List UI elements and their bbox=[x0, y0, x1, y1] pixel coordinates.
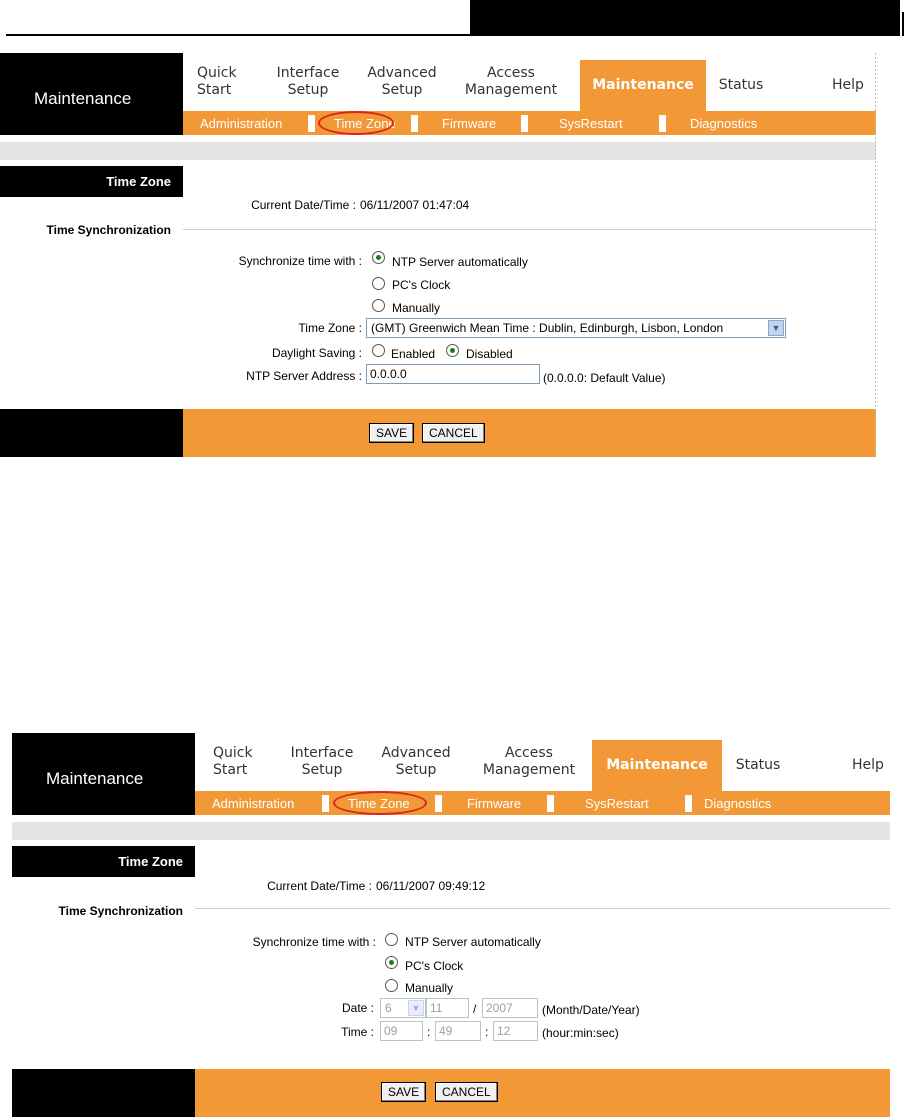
subnav-administration[interactable]: Administration bbox=[200, 116, 283, 131]
radio-ntp[interactable] bbox=[372, 251, 385, 264]
subnav-separator bbox=[521, 115, 528, 132]
top-nav bbox=[183, 53, 876, 111]
radio-manually-label: Manually bbox=[405, 981, 454, 995]
hour-input[interactable] bbox=[380, 1021, 423, 1041]
nav-advanced-setup[interactable]: Advanced Setup bbox=[381, 745, 451, 778]
daylight-saving-label: Daylight Saving : bbox=[271, 346, 362, 360]
radio-daylight-disabled[interactable] bbox=[446, 344, 459, 357]
day-input[interactable] bbox=[426, 998, 469, 1018]
footer-left bbox=[12, 1069, 195, 1117]
radio-manually-label: Manually bbox=[392, 301, 441, 315]
highlight-oval bbox=[318, 111, 394, 135]
time-separator: : bbox=[485, 1025, 489, 1039]
header-rule bbox=[6, 34, 471, 36]
nav-status[interactable]: Status bbox=[718, 77, 764, 93]
screenshot-pc-clock-mode bbox=[12, 733, 890, 1117]
subnav-separator bbox=[435, 795, 442, 812]
time-format-hint: (hour:min:sec) bbox=[542, 1026, 619, 1040]
minute-input[interactable] bbox=[435, 1021, 481, 1041]
sync-with-label: Synchronize time with : bbox=[238, 254, 362, 268]
nav-access-management[interactable]: Access Management bbox=[482, 745, 576, 778]
subnav-separator bbox=[547, 795, 554, 812]
sub-nav bbox=[183, 111, 876, 135]
radio-pc-clock-label: PC's Clock bbox=[392, 278, 451, 292]
radio-manually[interactable] bbox=[372, 299, 385, 312]
sidebar-title: Maintenance bbox=[34, 89, 132, 108]
sub-nav bbox=[195, 791, 890, 815]
nav-status[interactable]: Status bbox=[735, 757, 781, 773]
nav-quick-start[interactable]: Quick Start bbox=[197, 65, 237, 98]
sync-with-label: Synchronize time with : bbox=[252, 935, 376, 949]
ntp-server-label: NTP Server Address : bbox=[246, 369, 362, 383]
save-button[interactable]: SAVE bbox=[369, 423, 414, 443]
month-select[interactable] bbox=[380, 998, 426, 1018]
section-time-sync: Time Synchronization bbox=[58, 904, 183, 918]
subnav-separator bbox=[685, 795, 692, 812]
date-label: Date : bbox=[341, 1001, 374, 1015]
ntp-server-input[interactable] bbox=[366, 364, 540, 384]
time-zone-value: (GMT) Greenwich Mean Time : Dublin, Edinburgh, Lisbon, London bbox=[371, 321, 724, 335]
nav-quick-start[interactable]: Quick Start bbox=[213, 745, 253, 778]
section-time-zone: Time Zone bbox=[0, 166, 183, 197]
subnav-diagnostics[interactable]: Diagnostics bbox=[690, 116, 758, 131]
spacer-bar bbox=[0, 142, 876, 160]
radio-pc-clock[interactable] bbox=[385, 956, 398, 969]
subnav-separator bbox=[411, 115, 418, 132]
subnav-diagnostics[interactable]: Diagnostics bbox=[704, 796, 772, 811]
section-time-zone: Time Zone bbox=[12, 846, 195, 877]
footer-left bbox=[0, 409, 183, 457]
divider bbox=[183, 229, 876, 230]
radio-ntp-label: NTP Server automatically bbox=[392, 255, 528, 269]
chevron-down-icon[interactable]: ▼ bbox=[408, 1000, 424, 1016]
time-zone-select[interactable] bbox=[366, 318, 786, 338]
section-time-sync: Time Synchronization bbox=[46, 223, 171, 237]
divider bbox=[195, 908, 890, 909]
radio-ntp[interactable] bbox=[385, 933, 398, 946]
nav-help[interactable]: Help bbox=[852, 757, 884, 773]
radio-daylight-disabled-label: Disabled bbox=[466, 347, 513, 361]
sidebar-header bbox=[0, 53, 183, 135]
subnav-time-zone[interactable]: Time Zone bbox=[334, 116, 396, 131]
sidebar-title: Maintenance bbox=[46, 769, 144, 788]
radio-manually[interactable] bbox=[385, 979, 398, 992]
ntp-server-hint: (0.0.0.0: Default Value) bbox=[543, 371, 666, 385]
nav-maintenance[interactable]: Maintenance bbox=[592, 740, 722, 791]
time-zone-label: Time Zone : bbox=[298, 321, 362, 335]
cancel-button[interactable]: CANCEL bbox=[435, 1082, 498, 1102]
highlight-oval bbox=[333, 791, 427, 815]
year-input[interactable] bbox=[482, 998, 538, 1018]
nav-interface-setup[interactable]: Interface Setup bbox=[276, 65, 340, 98]
radio-pc-clock-label: PC's Clock bbox=[405, 959, 464, 973]
spacer-bar bbox=[12, 822, 890, 840]
radio-pc-clock[interactable] bbox=[372, 277, 385, 290]
date-format-hint: (Month/Date/Year) bbox=[542, 1003, 640, 1017]
subnav-sysrestart[interactable]: SysRestart bbox=[559, 116, 623, 131]
time-label: Time : bbox=[341, 1025, 374, 1039]
cancel-button[interactable]: CANCEL bbox=[422, 423, 485, 443]
nav-advanced-setup[interactable]: Advanced Setup bbox=[367, 65, 437, 98]
date-separator: / bbox=[473, 1002, 477, 1016]
footer-bar bbox=[183, 409, 876, 457]
nav-maintenance[interactable]: Maintenance bbox=[580, 60, 706, 111]
nav-interface-setup[interactable]: Interface Setup bbox=[290, 745, 354, 778]
month-value: 6 bbox=[385, 1001, 392, 1015]
radio-daylight-enabled[interactable] bbox=[372, 344, 385, 357]
header-tick bbox=[902, 12, 904, 36]
sidebar-header bbox=[12, 733, 195, 815]
header-black-bar bbox=[470, 0, 900, 36]
subnav-administration[interactable]: Administration bbox=[212, 796, 295, 811]
subnav-separator bbox=[322, 795, 329, 812]
nav-access-management[interactable]: Access Management bbox=[464, 65, 558, 98]
current-datetime-value: 06/11/2007 09:49:12 bbox=[376, 879, 486, 893]
current-datetime-value: 06/11/2007 01:47:04 bbox=[360, 198, 470, 212]
second-input[interactable] bbox=[493, 1021, 538, 1041]
footer-bar bbox=[195, 1069, 890, 1117]
current-datetime-label: Current Date/Time : bbox=[267, 879, 372, 893]
radio-ntp-label: NTP Server automatically bbox=[405, 935, 541, 949]
screenshot-ntp-mode bbox=[0, 53, 876, 457]
frame-border bbox=[875, 53, 876, 457]
nav-help[interactable]: Help bbox=[832, 77, 864, 93]
save-button[interactable]: SAVE bbox=[381, 1082, 426, 1102]
time-separator: : bbox=[427, 1025, 431, 1039]
current-datetime-label: Current Date/Time : bbox=[251, 198, 356, 212]
document-header bbox=[0, 0, 909, 40]
subnav-separator bbox=[308, 115, 315, 132]
subnav-sysrestart[interactable]: SysRestart bbox=[585, 796, 649, 811]
subnav-firmware[interactable]: Firmware bbox=[442, 116, 497, 131]
subnav-separator bbox=[659, 115, 666, 132]
subnav-time-zone[interactable]: Time Zone bbox=[348, 796, 410, 811]
subnav-firmware[interactable]: Firmware bbox=[467, 796, 522, 811]
radio-daylight-enabled-label: Enabled bbox=[391, 347, 436, 361]
chevron-down-icon[interactable]: ▼ bbox=[768, 320, 784, 336]
top-nav bbox=[195, 733, 890, 791]
